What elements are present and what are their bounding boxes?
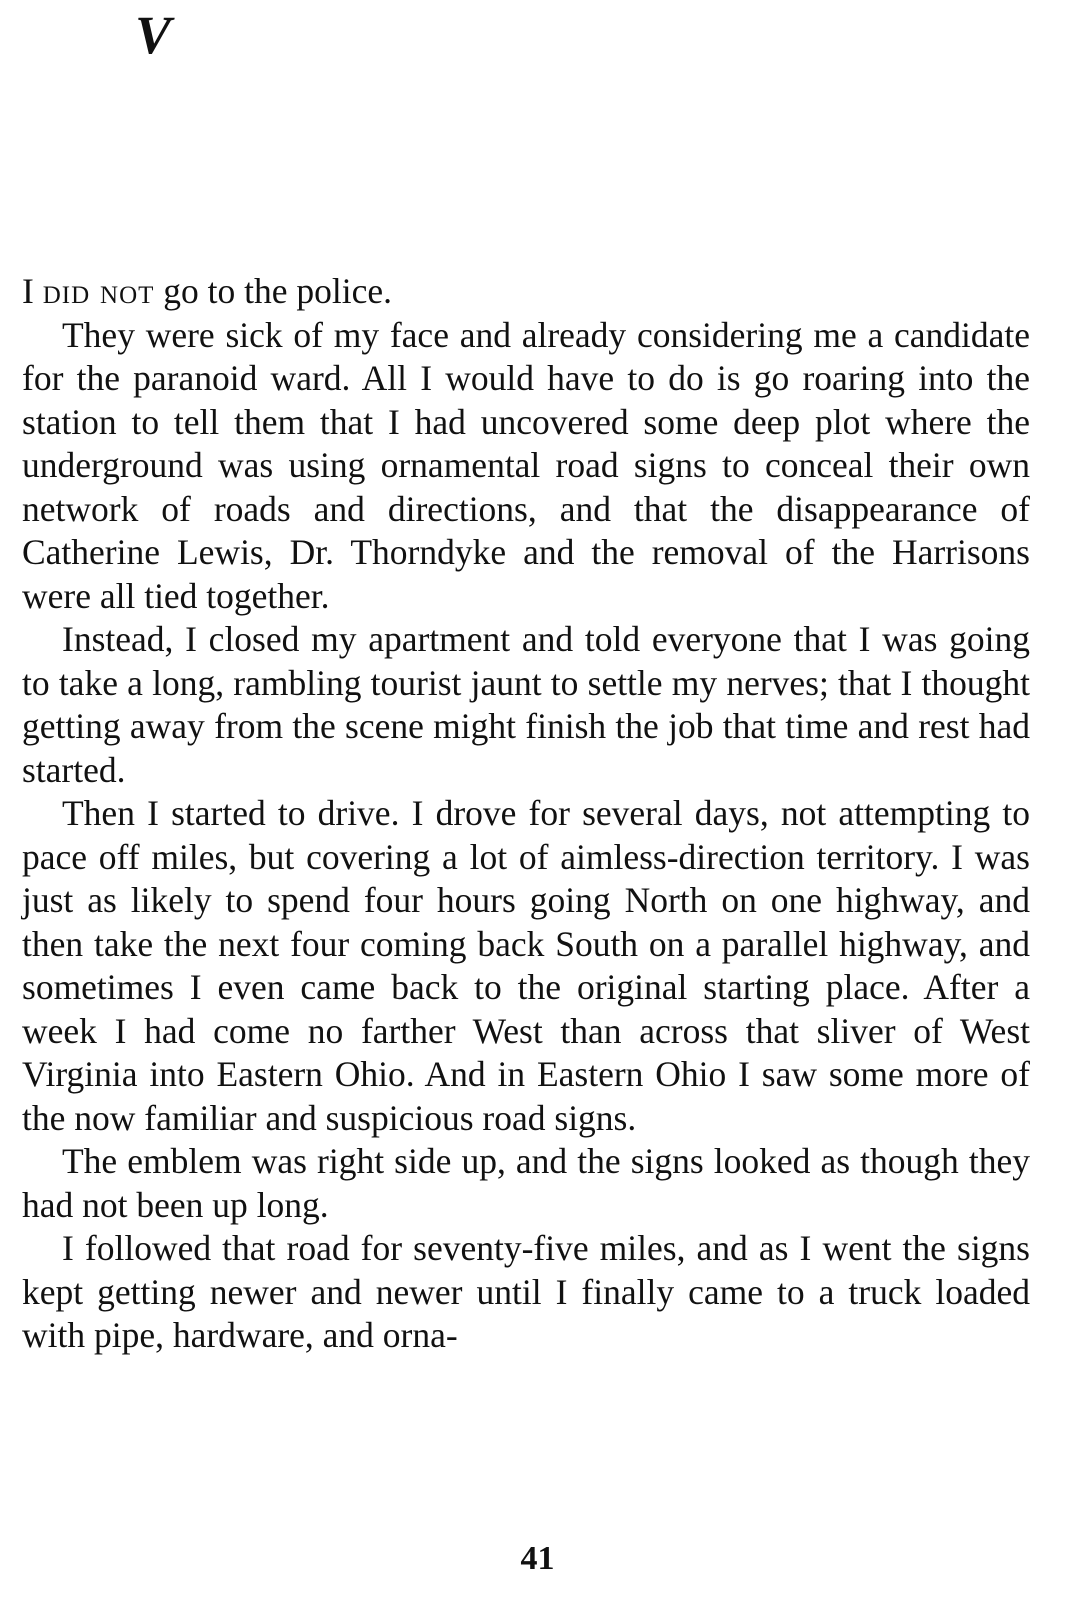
chapter-text — [22, 270, 1030, 1358]
opening-rest: go to the police. — [154, 271, 393, 311]
opening-lead-word: I — [22, 271, 34, 311]
opening-paragraph — [22, 270, 1030, 314]
paragraph-apartment: Instead, I closed my apartment and told everyone that I was going to take a long, rambling tourist jaunt to settle my nerves; that I thought getting away from the scene might finish the job that time and rest had started. — [22, 619, 1030, 790]
opening-small-caps: did not — [42, 271, 155, 311]
paragraph-police: They were sick of my face and already considering me a candidate for the paranoid ward. All I would have to do is go roaring into the station to tell them that I had uncovered some deep plot where the underground was using ornamental road signs to conceal their own network of roads and directions, and that the disappearance of Catherine Lewis, Dr. Thorndyke and the removal of the Harrisons were all tied together. — [22, 314, 1030, 616]
paragraph-truck: I followed that road for seventy-five miles, and as I went the signs kept getting newer and newer until I finally came to a truck loaded with pipe, hardware, and orna- — [22, 1228, 1030, 1355]
chapter-number: V — [135, 5, 172, 65]
paragraph-drive: Then I started to drive. I drove for several days, not attempting to pace off miles, but covering a lot of aimless-direction territory. I was just as likely to spend four hours going North on one highway, and then take the next four coming back South on a parallel highway, and sometimes I even came back to the original starting place. After a week I had come no farther West than across that sliver of West Virginia into Eastern Ohio. And in Eastern Ohio I saw some more of the now familiar and suspicious road signs. — [22, 793, 1030, 1138]
page-number: 41 — [520, 1540, 555, 1577]
paragraph-emblem: The emblem was right side up, and the signs looked as though they had not been up long. — [22, 1141, 1030, 1225]
